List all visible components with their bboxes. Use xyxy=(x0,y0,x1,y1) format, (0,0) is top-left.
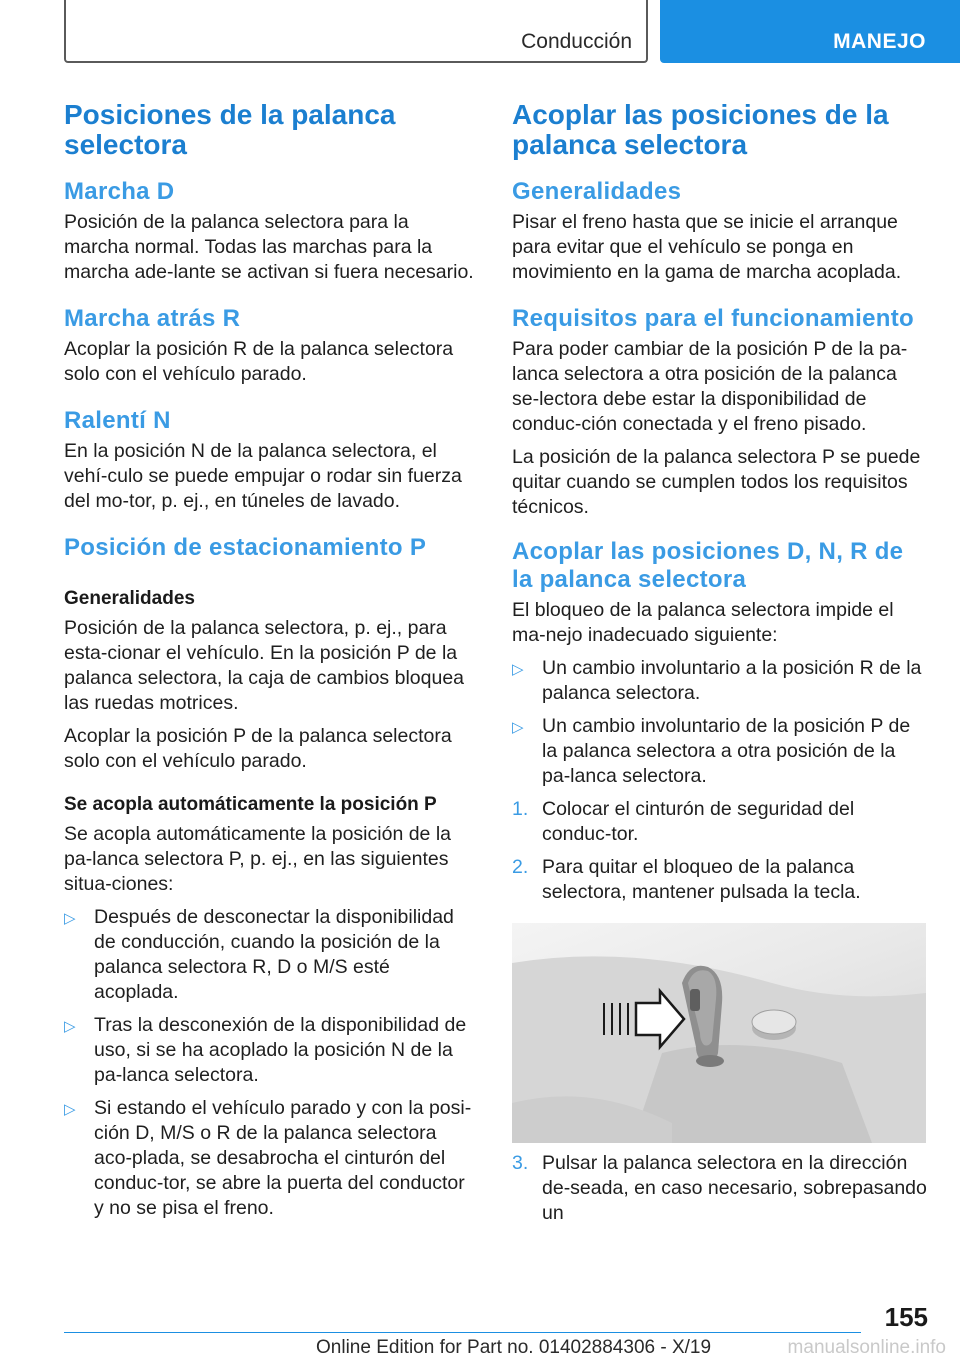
heading-generalidades: Generalidades xyxy=(512,178,682,205)
right-column xyxy=(512,100,928,1226)
header-chapter-title: MANEJO xyxy=(833,30,926,53)
subheading-auto-p: Se acopla automáticamente la posición P xyxy=(64,794,437,815)
step-item: 1. Colocar el cinturón de seguridad del conduc-tor. xyxy=(512,798,855,845)
step-number: 2. xyxy=(512,856,529,878)
text-requisitos-2: La posición de la palanca selectora P se puede quitar cuando se cumplen todos los requisitos técnicos. xyxy=(512,446,921,518)
triangle-bullet-icon: ▷ xyxy=(64,1018,76,1035)
left-column xyxy=(64,100,478,1221)
text-p-1: Posición de la palanca selectora, p. ej., para esta-cionar el vehículo. En la posición P de la palanca selectora, la caja de cambios bloquea las ruedas motrices. xyxy=(64,617,465,714)
page-number: 155 xyxy=(884,1302,928,1332)
auto-p-list xyxy=(64,905,478,1221)
footer-divider xyxy=(64,1332,861,1333)
step-number: 3. xyxy=(512,1152,529,1174)
text-acoplar-dnr: El bloqueo de la palanca selectora impide el ma-nejo inadecuado siguiente: xyxy=(512,599,894,646)
gear-selector-illustration xyxy=(512,923,926,1143)
gear-selector-image xyxy=(512,923,926,1143)
header-section-title: Conducción xyxy=(521,30,632,53)
step-item: 2. Para quitar el bloqueo de la palanca selectora, mantener pulsada la tecla. xyxy=(512,856,861,903)
triangle-bullet-icon: ▷ xyxy=(64,1101,76,1118)
text-generalidades: Pisar el freno hasta que se inicie el arranque para evitar que el vehículo se ponga en movimiento en la gama de marcha acoplada. xyxy=(512,211,902,283)
header-section-box xyxy=(64,0,648,63)
text-requisitos-1: Para poder cambiar de la posición P de la pa-lanca selectora a otra posición de la palanca se-lectora debe estar la disponibilidad de conduc-ción conectada y el freno pisado. xyxy=(512,338,908,435)
triangle-bullet-icon: ▷ xyxy=(512,719,524,736)
triangle-bullet-icon: ▷ xyxy=(64,910,76,927)
list-item: ▷ Un cambio involuntario a la posición R de la palanca selectora. xyxy=(512,657,922,704)
heading-marcha-r: Marcha atrás R xyxy=(64,305,241,332)
triangle-bullet-icon: ▷ xyxy=(512,661,524,678)
list-item: ▷ Un cambio involuntario de la posición P de la palanca selectora a otra posición de la pa-lanca selectora. xyxy=(512,715,911,787)
text-marcha-d: Posición de la palanca selectora para la marcha normal. Todas las marchas para la marcha ade-lante se activan si fuera necesario. xyxy=(64,211,474,283)
steps-list-continued xyxy=(512,1151,928,1226)
header-chapter-box xyxy=(660,0,960,63)
heading-ralenti-n: Ralentí N xyxy=(64,407,171,434)
subheading-generalidades-p: Generalidades xyxy=(64,588,195,609)
heading-marcha-d: Marcha D xyxy=(64,178,175,205)
left-title: Posiciones de la palanca selectora xyxy=(64,99,396,160)
list-item: ▷ Después de desconectar la disponibilidad de conducción, cuando la posición de la palanca selectora R, D o M/S esté acoplada. xyxy=(64,906,454,1003)
steps-list xyxy=(512,797,928,905)
watermark: manualsonline.info xyxy=(787,1337,946,1358)
text-ralenti-n: En la posición N de la palanca selectora, el vehí-culo se puede empujar o rodar sin fuerza del mo-tor, p. ej., en túneles de lavado. xyxy=(64,440,462,512)
step-number: 1. xyxy=(512,798,529,820)
footer-edition: Online Edition for Part no. 01402884306 - X/19 xyxy=(316,1337,712,1358)
step-item: 3. Pulsar la palanca selectora en la dirección de-seada, en caso necesario, sobrepasando un xyxy=(512,1152,927,1224)
text-p-2: Acoplar la posición P de la palanca selectora solo con el vehículo parado. xyxy=(64,725,452,772)
heading-requisitos: Requisitos para el funcionamiento xyxy=(512,305,914,332)
dnr-list xyxy=(512,656,928,789)
text-p-3: Se acopla automáticamente la posición de la pa-lanca selectora P, p. ej., en las siguientes situa-ciones: xyxy=(64,823,451,895)
list-item: ▷ Tras la desconexión de la disponibilidad de uso, si se ha acoplado la posición N de la pa-lanca selectora. xyxy=(64,1014,467,1086)
right-title: Acoplar las posiciones de la palanca selectora xyxy=(512,99,889,160)
heading-posicion-p: Posición de estacionamiento P xyxy=(64,534,427,561)
text-marcha-r: Acoplar la posición R de la palanca selectora solo con el vehículo parado. xyxy=(64,338,454,385)
list-item: ▷ Si estando el vehículo parado y con la posi-ción D, M/S o R de la palanca selectora aco-plada, se desabrocha el cinturón del conduc-tor, se abre la puerta del conductor y no se pisa el freno. xyxy=(64,1097,472,1219)
heading-acoplar-dnr: Acoplar las posiciones D, N, R de la palanca selectora xyxy=(512,538,904,593)
